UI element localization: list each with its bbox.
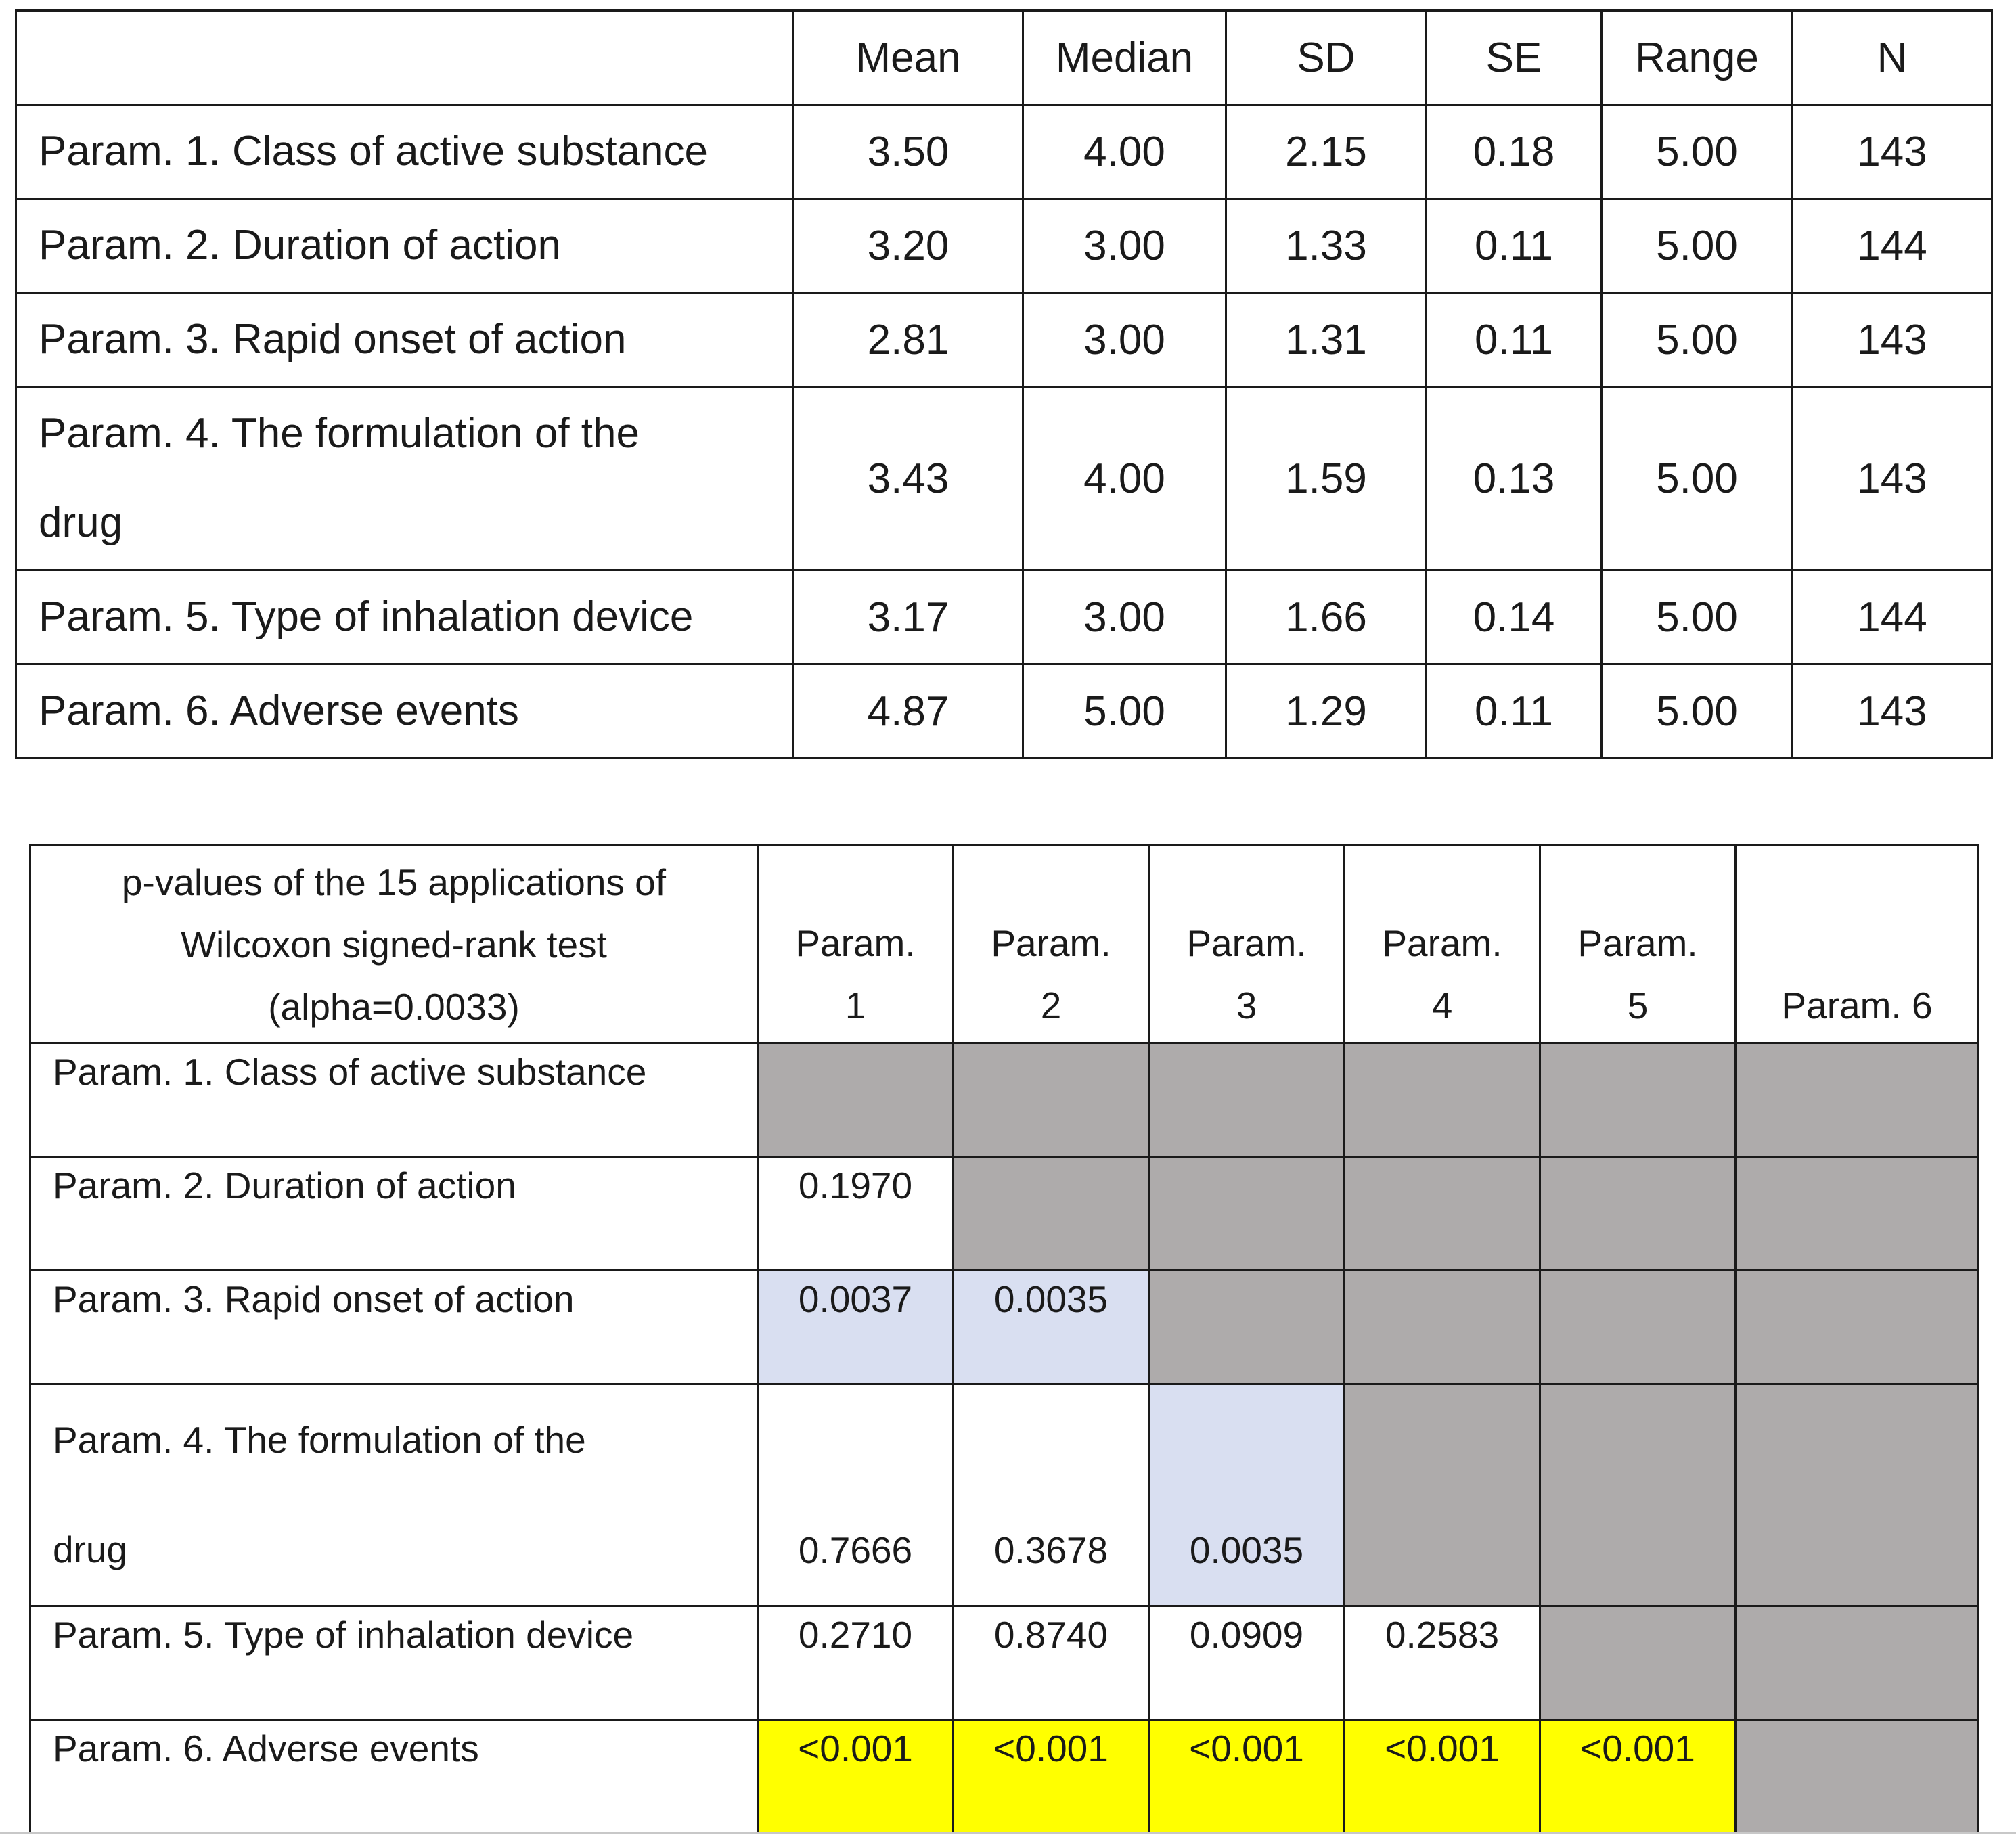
- column-header-line2: 1: [845, 984, 866, 1026]
- masked-cell: [1540, 1384, 1736, 1606]
- masked-cell: [1149, 1271, 1345, 1384]
- row-label-line2: drug: [53, 1528, 128, 1570]
- table-row: [16, 664, 1992, 758]
- row-label-line2: drug: [39, 499, 123, 546]
- pvalue-cell: <0.001: [1540, 1720, 1736, 1834]
- range-value: 5.00: [1602, 664, 1793, 758]
- pvalue-cell: 0.0035: [1149, 1384, 1345, 1606]
- sd-value: 1.31: [1226, 293, 1427, 387]
- header-cell-empty: [16, 11, 794, 105]
- matrix-row-label: Param. 1. Class of active substance: [30, 1043, 758, 1157]
- wilcoxon-pvalue-matrix: [29, 844, 1979, 1834]
- table-row: [16, 199, 1992, 293]
- matrix-caption-cell: [30, 845, 758, 1043]
- column-header-param-3: [1149, 845, 1345, 1043]
- masked-cell: [1736, 1271, 1979, 1384]
- matrix-row: [30, 1384, 1979, 1606]
- se-value: 0.13: [1427, 387, 1602, 570]
- caption-line3: (alpha=0.0033): [268, 986, 520, 1028]
- column-header-line1: Param.: [1382, 922, 1502, 964]
- column-header-param-6: [1736, 845, 1979, 1043]
- masked-cell: [1345, 1043, 1540, 1157]
- n-value: 143: [1793, 387, 1992, 570]
- matrix-row-label: [30, 1384, 758, 1606]
- masked-cell: [1345, 1271, 1540, 1384]
- mean-value: 4.87: [794, 664, 1023, 758]
- pvalue-cell: <0.001: [758, 1720, 954, 1834]
- header-se: SE: [1427, 11, 1602, 105]
- table-row: [16, 105, 1992, 199]
- column-header-line1: Param.: [1186, 922, 1307, 964]
- range-value: 5.00: [1602, 105, 1793, 199]
- pvalue-cell: 0.0909: [1149, 1606, 1345, 1720]
- row-label: Param. 2. Duration of action: [16, 199, 794, 293]
- sd-value: 1.59: [1226, 387, 1427, 570]
- range-value: 5.00: [1602, 293, 1793, 387]
- table-row: [16, 387, 1992, 570]
- header-range: Range: [1602, 11, 1793, 105]
- median-value: 4.00: [1023, 387, 1226, 570]
- row-label-line1: Param. 4. The formulation of the: [39, 410, 640, 457]
- column-header-line2: Param. 6: [1781, 984, 1933, 1026]
- caption-line1: p-values of the 15 applications of: [121, 861, 667, 903]
- pvalue-cell: 0.0037: [758, 1271, 954, 1384]
- median-value: 5.00: [1023, 664, 1226, 758]
- se-value: 0.11: [1427, 664, 1602, 758]
- header-sd: SD: [1226, 11, 1427, 105]
- mean-value: 3.43: [794, 387, 1023, 570]
- n-value: 143: [1793, 664, 1992, 758]
- masked-cell: [1736, 1384, 1979, 1606]
- matrix-row: [30, 1606, 1979, 1720]
- row-label: Param. 5. Type of inhalation device: [16, 570, 794, 664]
- matrix-header-row: [30, 845, 1979, 1043]
- pvalue-cell: 0.8740: [954, 1606, 1149, 1720]
- table-header-row: [16, 11, 1992, 105]
- se-value: 0.14: [1427, 570, 1602, 664]
- masked-cell: [1540, 1043, 1736, 1157]
- sd-value: 1.33: [1226, 199, 1427, 293]
- matrix-row-label: Param. 5. Type of inhalation device: [30, 1606, 758, 1720]
- pvalue-cell: 0.2710: [758, 1606, 954, 1720]
- header-median: Median: [1023, 11, 1226, 105]
- column-header-line2: 2: [1040, 984, 1062, 1026]
- row-label: Param. 6. Adverse events: [16, 664, 794, 758]
- pvalue-cell: <0.001: [1149, 1720, 1345, 1834]
- matrix-row: [30, 1720, 1979, 1834]
- masked-cell: [1736, 1043, 1979, 1157]
- column-header-param-2: [954, 845, 1149, 1043]
- masked-cell: [1736, 1720, 1979, 1834]
- column-header-line2: 5: [1627, 984, 1649, 1026]
- mean-value: 3.50: [794, 105, 1023, 199]
- pvalue-cell: 0.7666: [758, 1384, 954, 1606]
- row-label: [16, 387, 794, 570]
- n-value: 144: [1793, 570, 1992, 664]
- descriptive-statistics-table: [15, 9, 1993, 759]
- se-value: 0.18: [1427, 105, 1602, 199]
- sd-value: 1.66: [1226, 570, 1427, 664]
- n-value: 143: [1793, 105, 1992, 199]
- masked-cell: [758, 1043, 954, 1157]
- masked-cell: [1540, 1271, 1736, 1384]
- pvalue-cell: 0.3678: [954, 1384, 1149, 1606]
- masked-cell: [954, 1157, 1149, 1271]
- sd-value: 1.29: [1226, 664, 1427, 758]
- median-value: 4.00: [1023, 105, 1226, 199]
- n-value: 143: [1793, 293, 1992, 387]
- matrix-row-label: Param. 2. Duration of action: [30, 1157, 758, 1271]
- column-header-line1: Param.: [1577, 922, 1698, 964]
- range-value: 5.00: [1602, 387, 1793, 570]
- median-value: 3.00: [1023, 293, 1226, 387]
- matrix-row-label: Param. 6. Adverse events: [30, 1720, 758, 1834]
- sd-value: 2.15: [1226, 105, 1427, 199]
- masked-cell: [954, 1043, 1149, 1157]
- caption-line2: Wilcoxon signed-rank test: [181, 924, 607, 966]
- masked-cell: [1149, 1043, 1345, 1157]
- header-mean: Mean: [794, 11, 1023, 105]
- header-n: N: [1793, 11, 1992, 105]
- column-header-param-5: [1540, 845, 1736, 1043]
- masked-cell: [1736, 1157, 1979, 1271]
- table-row: [16, 570, 1992, 664]
- se-value: 0.11: [1427, 199, 1602, 293]
- pvalue-cell: <0.001: [954, 1720, 1149, 1834]
- median-value: 3.00: [1023, 570, 1226, 664]
- column-header-param-4: [1345, 845, 1540, 1043]
- matrix-row: [30, 1157, 1979, 1271]
- pvalue-cell: 0.0035: [954, 1271, 1149, 1384]
- mean-value: 3.17: [794, 570, 1023, 664]
- pvalue-cell: 0.1970: [758, 1157, 954, 1271]
- row-label: Param. 1. Class of active substance: [16, 105, 794, 199]
- masked-cell: [1540, 1157, 1736, 1271]
- page-bottom-divider: [0, 1832, 2016, 1834]
- se-value: 0.11: [1427, 293, 1602, 387]
- mean-value: 3.20: [794, 199, 1023, 293]
- column-header-line2: 3: [1236, 984, 1257, 1026]
- n-value: 144: [1793, 199, 1992, 293]
- pvalue-cell: <0.001: [1345, 1720, 1540, 1834]
- pvalue-cell: 0.2583: [1345, 1606, 1540, 1720]
- matrix-row-label: Param. 3. Rapid onset of action: [30, 1271, 758, 1384]
- column-header-line1: Param.: [991, 922, 1111, 964]
- matrix-row: [30, 1043, 1979, 1157]
- row-label-line1: Param. 4. The formulation of the: [53, 1419, 586, 1461]
- range-value: 5.00: [1602, 199, 1793, 293]
- column-header-line1: Param.: [795, 922, 916, 964]
- masked-cell: [1736, 1606, 1979, 1720]
- median-value: 3.00: [1023, 199, 1226, 293]
- masked-cell: [1540, 1606, 1736, 1720]
- masked-cell: [1345, 1384, 1540, 1606]
- masked-cell: [1345, 1157, 1540, 1271]
- mean-value: 2.81: [794, 293, 1023, 387]
- table-row: [16, 293, 1992, 387]
- masked-cell: [1149, 1157, 1345, 1271]
- range-value: 5.00: [1602, 570, 1793, 664]
- matrix-row: [30, 1271, 1979, 1384]
- column-header-param-1: [758, 845, 954, 1043]
- row-label: Param. 3. Rapid onset of action: [16, 293, 794, 387]
- column-header-line2: 4: [1431, 984, 1453, 1026]
